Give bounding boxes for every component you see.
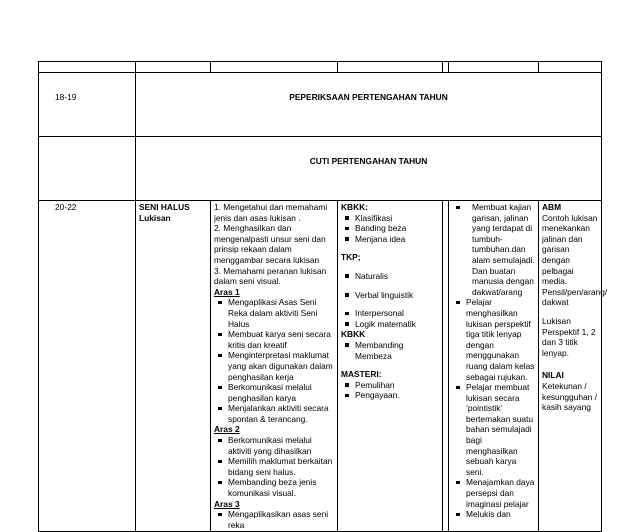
activities-cell [449,201,539,532]
activities-list [452,202,535,520]
masteri-list [341,380,439,401]
list-item: Pengayaan. [341,390,439,401]
list-item: Pelajar membuat lukisan secara ‘pointistik’ bertemakan suatu bahan semulajadi bagi menghasilkan sebuah karya seni. [452,382,535,477]
list-item: Memilih maklumat berkaitan bidang seni halus. [214,456,334,477]
tkp-list [341,271,439,329]
aras2-list [214,435,334,499]
header-blank-row [39,62,602,73]
list-item: Interpersonal [341,308,439,319]
list-item: Naturalis [341,271,439,282]
kbkk2-list [341,340,439,361]
list-item: Menajamkan daya persepsi dan imaginasi pelajar [452,477,535,509]
abm-title: ABM [542,202,562,212]
topic-subtitle: Lukisan [139,212,171,223]
topic-title: SENI HALUS [139,202,190,212]
holiday-week-cell [39,137,136,201]
abm-text-2: Lukisan Perspektif 1, 2 dan 3 titik lenyap. [542,315,596,358]
list-item: Membuat karya seni secara kritis dan kreatif [214,329,334,350]
list-item: Membanding beza jenis komunikasi visual. [214,477,334,498]
main-row [39,201,602,532]
aras3-title: Aras 3 [214,498,240,509]
list-item: Mengaplikasikan asas seni reka [214,509,334,530]
exam-week-cell: 18-19 [39,73,136,137]
list-item: Menjana idea [341,234,439,245]
blank-cell [449,62,539,73]
list-item: Mengaplikasi Asas Seni Reka dalam aktiviti Seni Halus [214,297,334,329]
blank-cell [211,62,338,73]
list-item: Melukis dan [452,509,535,520]
kbkk-list [341,213,439,245]
aras1-title: Aras 1 [214,286,240,297]
holiday-row [39,137,602,201]
holiday-label-cell: CUTI PERTENGAHAN TAHUN [136,137,602,201]
list-item: Menjalankan aktiviti secara spontan & terancang. [214,403,334,424]
blank-cell [338,62,443,73]
blank-cell [39,62,136,73]
objective-3: 3. Memahami peranan lukisan dalam seni visual. [214,265,327,287]
week-number: 20-22 [55,202,77,212]
objective-1: 1. Mengetahui dan memahami jenis dan asas lukisan . [214,202,328,223]
nilai-text: Ketekunan / kesungguhan / kasih sayang [542,380,597,413]
list-item: Logik matematik [341,319,439,330]
nilai-title: NILAI [542,370,564,381]
topic-cell [136,201,211,532]
aras3-list [214,509,334,530]
list-item: Banding beza [341,223,439,234]
kbkk-title: KBKK: [341,202,368,212]
list-item: Verbal linguistik [341,290,439,301]
list-item: Menginterpretasi maklumat yang akan digunakan dalam penghasilan kerja [214,350,334,382]
blank-cell [136,62,211,73]
exam-row [39,73,602,137]
kbkk2-title: KBKK [341,329,366,340]
abm-text: Contoh lukisan menekankan jalinan dan garisan dengan pelbagai media. Pensil/pen/arang/ dakwat [542,212,608,308]
tkp-title: TKP; [341,252,361,263]
list-item: Berkomunikasi melalui aktiviti yang dihasilkan [214,435,334,456]
list-item: Berkomunikasi melalui penghasilan karya [214,382,334,403]
objective-2: 2. Menghasilkan dan mengenalpasti unsur seni dan prinsip rekaan dalam menggambar secara lukisan [214,223,326,265]
skills-cell [338,201,443,532]
blank-cell [539,62,602,73]
resources-cell [539,201,608,532]
lesson-plan-table [38,61,608,532]
list-item: Membanding Membeza [341,340,439,361]
list-item: Klasifikasi [341,213,439,224]
aras2-title: Aras 2 [214,424,240,435]
objectives-cell [211,201,338,532]
main-week-cell [39,201,136,532]
masteri-title: MASTERI: [341,369,382,380]
list-item: Pemulihan [341,380,439,391]
aras1-list [214,297,334,424]
list-item: Pelajar menghasilkan lukisan perspektif tiga titik lenyap dengan menggunakan ruang dalam kelas sebagai rujukan. [452,297,535,382]
list-item: Membuat kajian garisan, jalinan yang terdapat di tumbuh-tumbuhan.dan alam semulajadi. Dan buatan manusia dengan dakwat/arang [452,202,535,297]
exam-label-cell: PEPERIKSAAN PERTENGAHAN TAHUN [136,73,602,137]
